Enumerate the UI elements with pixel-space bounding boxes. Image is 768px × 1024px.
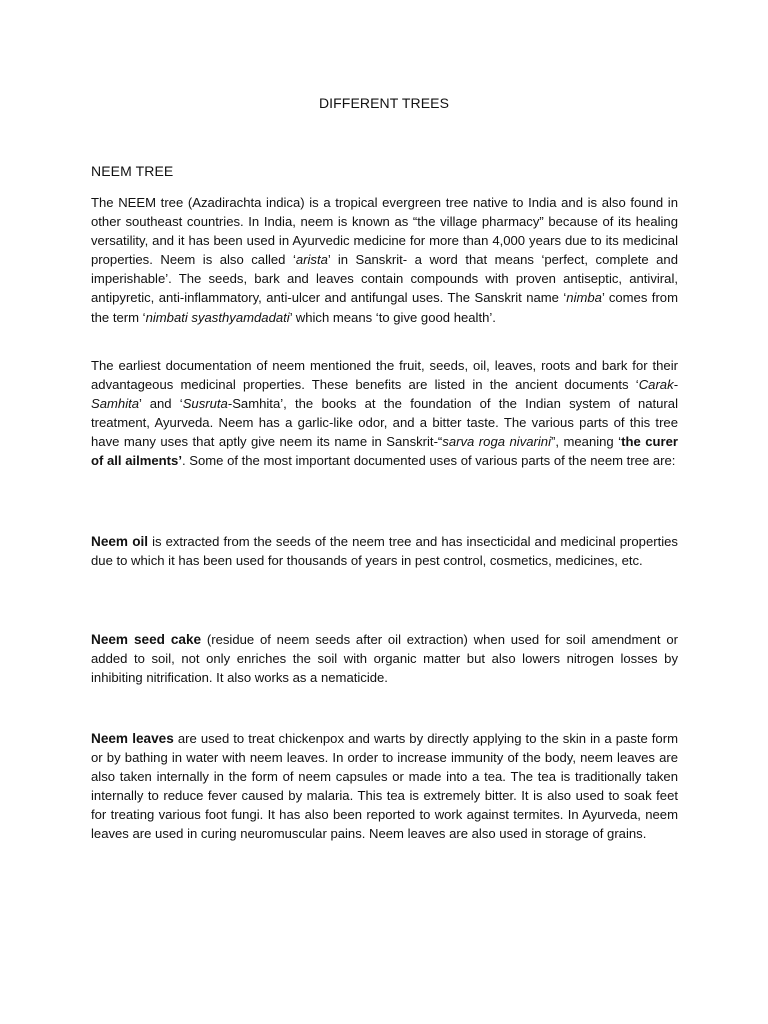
paragraph-neem-intro (91, 193, 678, 327)
section-heading-neem-tree: NEEM TREE (91, 163, 174, 179)
paragraph-neem-history (91, 356, 678, 471)
sanskrit-term: arista (295, 252, 328, 268)
sanskrit-term: nimba (566, 290, 602, 306)
document-name: Susruta (182, 396, 228, 412)
text-run: is extracted from the seeds of the neem tree and has insecticidal and medicinal properties due to which it has been used for thousands of years in pest control, cosmetics, medicines, etc. (91, 534, 678, 569)
text-run: ’ in Sanskrit- a word that means ‘perfect, complete and imperishable’. The seeds, bark and leaves contain compounds with proven antiseptic, antiviral, antipyretic, anti-inflammatory, anti-ulcer and antifungal uses. The Sanskrit name ‘ (91, 252, 678, 306)
paragraph-neem-oil (91, 532, 678, 570)
text-run: are used to treat chickenpox and warts by directly applying to the skin in a paste form or by bathing in water with neem leaves. In order to increase immunity of the body, neem leaves are also taken internally in the form of neem capsules or made into a tea. The tea is traditionally taken internally to reduce fever caused by malaria. This tea is extremely bitter. It is also used to soak feet for treating various foot fungi. It has also been reported to work against termites. In Ayurveda, neem leaves are used in curing neuromuscular pains. Neem leaves are also used in storage of grains. (91, 731, 678, 842)
sanskrit-term: nimbati syasthyamdadati (145, 309, 290, 325)
text-run: The earliest documentation of neem mentioned the fruit, seeds, oil, leaves, roots and bark for their advantageous medicinal properties. These benefits are listed in the ancient documents ‘ (91, 358, 678, 393)
text-run: . Some of the most important documented uses of various parts of the neem tree are: (181, 453, 676, 469)
text-run: -Samhita’, the books at the foundation of the Indian system of natural treatment, Ayurveda. Neem has a garlic-like odor, and a bitter taste. The various parts of this tree have many uses that aptly give neem its name in Sanskrit-“ (91, 396, 678, 450)
paragraph-neem-seed-cake (91, 630, 678, 687)
text-run: ’ and ‘ (139, 396, 183, 412)
text-run: ’ comes from the term ‘ (91, 290, 678, 325)
text-run: The NEEM tree (Azadirachta indica) is a tropical evergreen tree native to India and is also found in other southeast countries. In India, neem is known as “the village pharmacy” because of its healing versatility, and it has been used in Ayurvedic medicine for more than 4,000 years due to its medicinal properties. Neem is also called ‘ (91, 195, 678, 268)
paragraph-neem-leaves (91, 729, 678, 844)
sanskrit-term: sarva roga nivarini (442, 434, 551, 450)
document-name: Carak- Samhita (91, 377, 678, 412)
text-run: (residue of neem seeds after oil extraction) when used for soil amendment or added to soil, not only enriches the soil with organic matter but also lowers nitrogen losses by inhibiting nitrification. It also works as a nematicide. (91, 632, 678, 686)
text-run: ’ which means ‘to give good health’. (289, 309, 496, 325)
text-run: ”, meaning ‘ (550, 434, 622, 450)
document-title: DIFFERENT TREES (318, 95, 450, 111)
term-neem-oil: Neem oil (91, 534, 149, 549)
term-neem-seed-cake: Neem seed cake (91, 632, 202, 647)
term-neem-leaves: Neem leaves (91, 731, 174, 746)
bold-phrase: the curer of all ailments’ (91, 434, 678, 469)
